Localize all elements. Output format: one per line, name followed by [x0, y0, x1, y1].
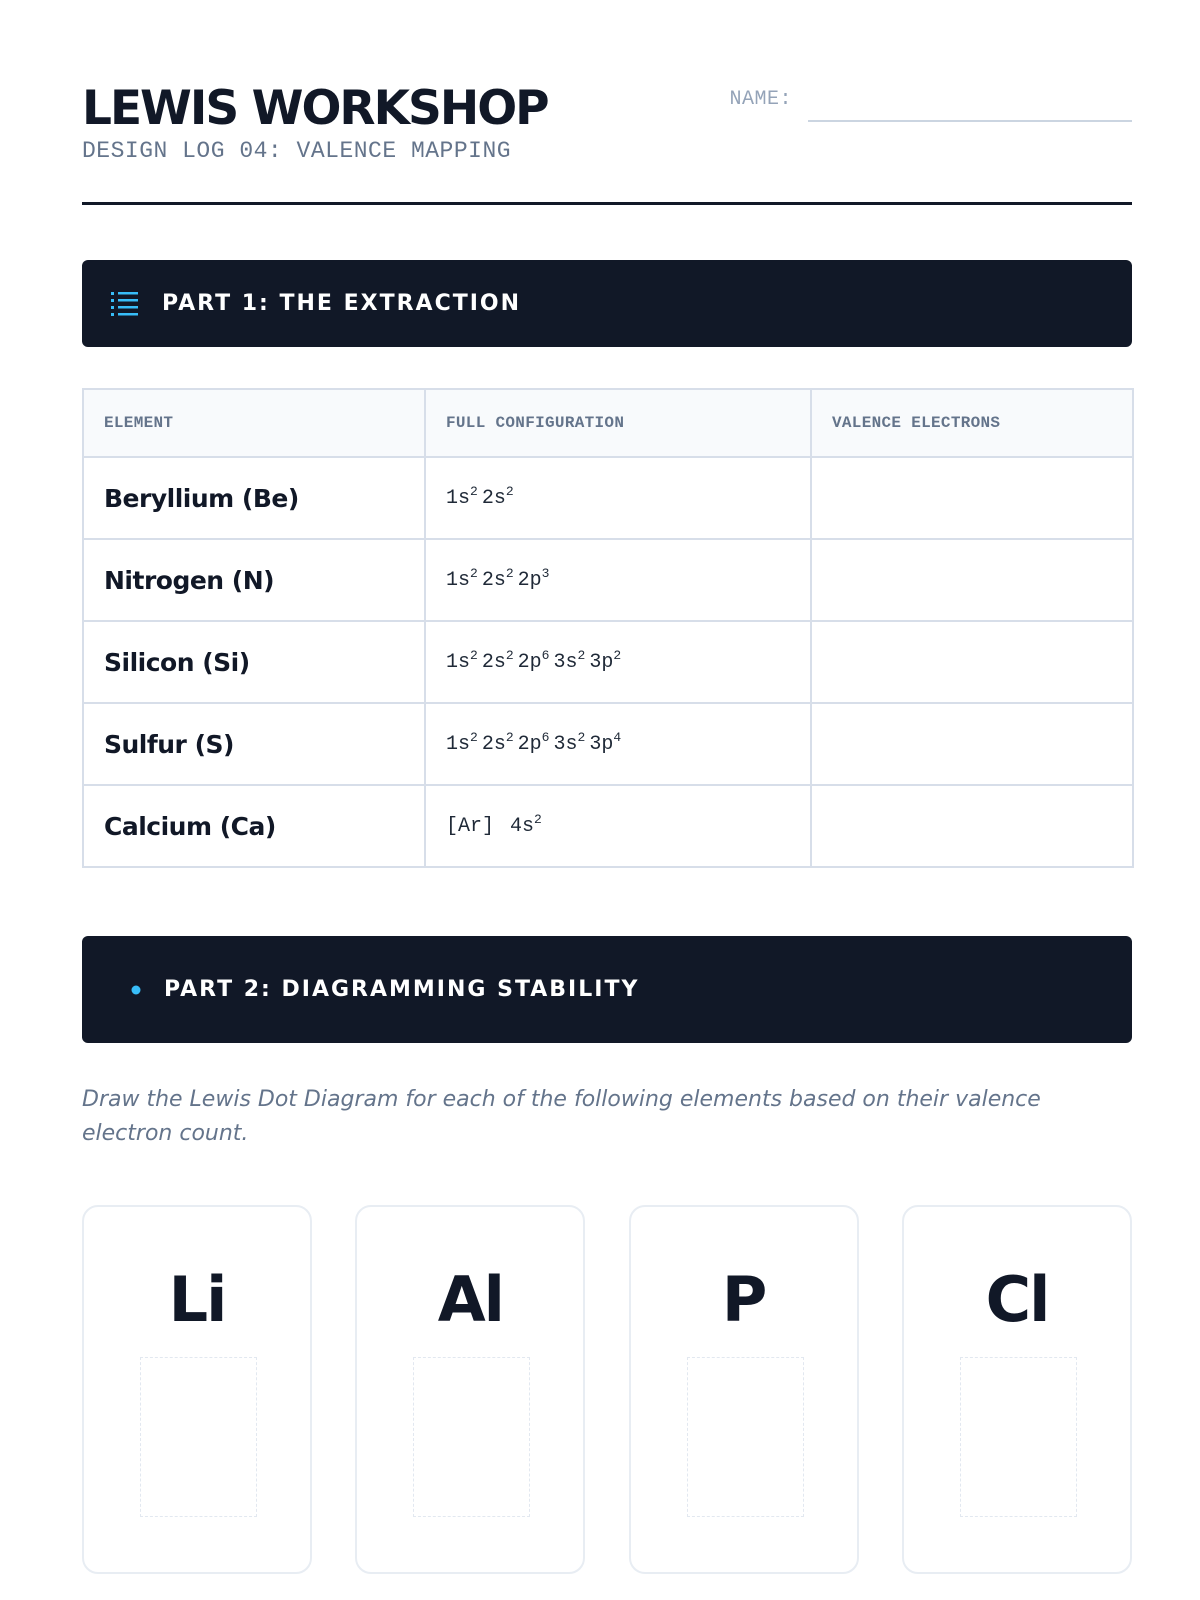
- element-name: Silicon (Si): [83, 621, 425, 703]
- element-symbol: P: [721, 1263, 766, 1336]
- element-cards: [82, 1205, 1132, 1574]
- orbital: 2p: [517, 732, 542, 756]
- orbital: 2s: [481, 486, 506, 510]
- orbital: 1s: [446, 650, 471, 674]
- electron-count: 2: [577, 647, 586, 663]
- diagram-drawing-area[interactable]: [687, 1357, 804, 1517]
- column-header-valence: VALENCE ELECTRONS: [811, 389, 1133, 457]
- part1-header: [82, 260, 1132, 347]
- element-symbol: Li: [168, 1263, 226, 1336]
- part2-header: [82, 936, 1132, 1043]
- electron-count: 2: [470, 483, 478, 499]
- element-symbol: Cl: [985, 1263, 1049, 1336]
- orbital: 3p: [589, 732, 614, 756]
- electron-count: 2: [505, 729, 514, 745]
- element-card: [82, 1205, 312, 1574]
- worksheet-header: [82, 80, 1132, 205]
- table-row: [83, 457, 1133, 539]
- table-row: [83, 785, 1133, 867]
- orbital: 2s: [481, 650, 506, 674]
- element-configuration: [425, 703, 811, 785]
- valence-answer-cell[interactable]: [811, 703, 1133, 785]
- electron-count: 2: [505, 647, 514, 663]
- electron-count: 6: [541, 647, 550, 663]
- name-block: [729, 88, 1132, 122]
- table-row: [83, 703, 1133, 785]
- dot-icon: [130, 984, 142, 996]
- element-configuration: [425, 785, 811, 867]
- orbital: 3s: [553, 732, 578, 756]
- electron-count: 4: [613, 729, 622, 745]
- element-card: [902, 1205, 1132, 1574]
- part1-title: PART 1: THE EXTRACTION: [162, 291, 522, 316]
- element-configuration: [425, 539, 811, 621]
- electron-count: 2: [613, 647, 622, 663]
- element-card: [355, 1205, 585, 1574]
- orbital: 2s: [481, 732, 506, 756]
- column-header-configuration: FULL CONFIGURATION: [425, 389, 811, 457]
- electron-count: 2: [470, 647, 478, 663]
- list-icon: [110, 290, 140, 318]
- element-name: Sulfur (S): [83, 703, 425, 785]
- page-title: LEWIS WORKSHOP: [82, 81, 548, 136]
- element-symbol: Al: [437, 1263, 503, 1336]
- table-row: [83, 621, 1133, 703]
- instructions: Draw the Lewis Dot Diagram for each of the following elements based on their valence electron count.: [82, 1087, 1041, 1146]
- orbital: 1s: [446, 486, 471, 510]
- table-row: [83, 539, 1133, 621]
- element-name: Beryllium (Be): [83, 457, 425, 539]
- valence-answer-cell[interactable]: [811, 457, 1133, 539]
- electron-count: 2: [577, 729, 586, 745]
- diagram-drawing-area[interactable]: [413, 1357, 530, 1517]
- orbital: 3s: [553, 650, 578, 674]
- element-configuration: [425, 621, 811, 703]
- valence-answer-cell[interactable]: [811, 621, 1133, 703]
- element-card: [629, 1205, 859, 1574]
- element-configuration: [425, 457, 811, 539]
- page-subtitle: DESIGN LOG 04: VALENCE MAPPING: [82, 138, 512, 164]
- orbital: 2s: [481, 568, 506, 592]
- valence-answer-cell[interactable]: [811, 539, 1133, 621]
- column-header-element: ELEMENT: [83, 389, 425, 457]
- electron-count: 2: [470, 565, 478, 581]
- name-field[interactable]: [808, 88, 1132, 122]
- diagram-drawing-area[interactable]: [140, 1357, 257, 1517]
- valence-answer-cell[interactable]: [811, 785, 1133, 867]
- orbital: 1s: [446, 732, 471, 756]
- orbital: 2p: [517, 568, 542, 592]
- element-name: Nitrogen (N): [83, 539, 425, 621]
- electron-count: 3: [541, 565, 550, 581]
- electron-count: 2: [505, 565, 514, 581]
- table-header-row: [83, 389, 1133, 457]
- electron-count: 2: [505, 483, 514, 499]
- diagram-drawing-area[interactable]: [960, 1357, 1077, 1517]
- name-label: NAME:: [729, 88, 792, 111]
- electron-count: 2: [470, 729, 478, 745]
- orbital: [Ar]: [446, 814, 495, 838]
- electron-count: 2: [534, 811, 542, 827]
- element-name: Calcium (Ca): [83, 785, 425, 867]
- orbital: 1s: [446, 568, 471, 592]
- orbital: 2p: [517, 650, 542, 674]
- electron-count: 6: [541, 729, 550, 745]
- configuration-table: [82, 388, 1134, 868]
- orbital: 3p: [589, 650, 614, 674]
- part2-title: PART 2: DIAGRAMMING STABILITY: [164, 977, 640, 1002]
- orbital: 4s: [510, 814, 535, 838]
